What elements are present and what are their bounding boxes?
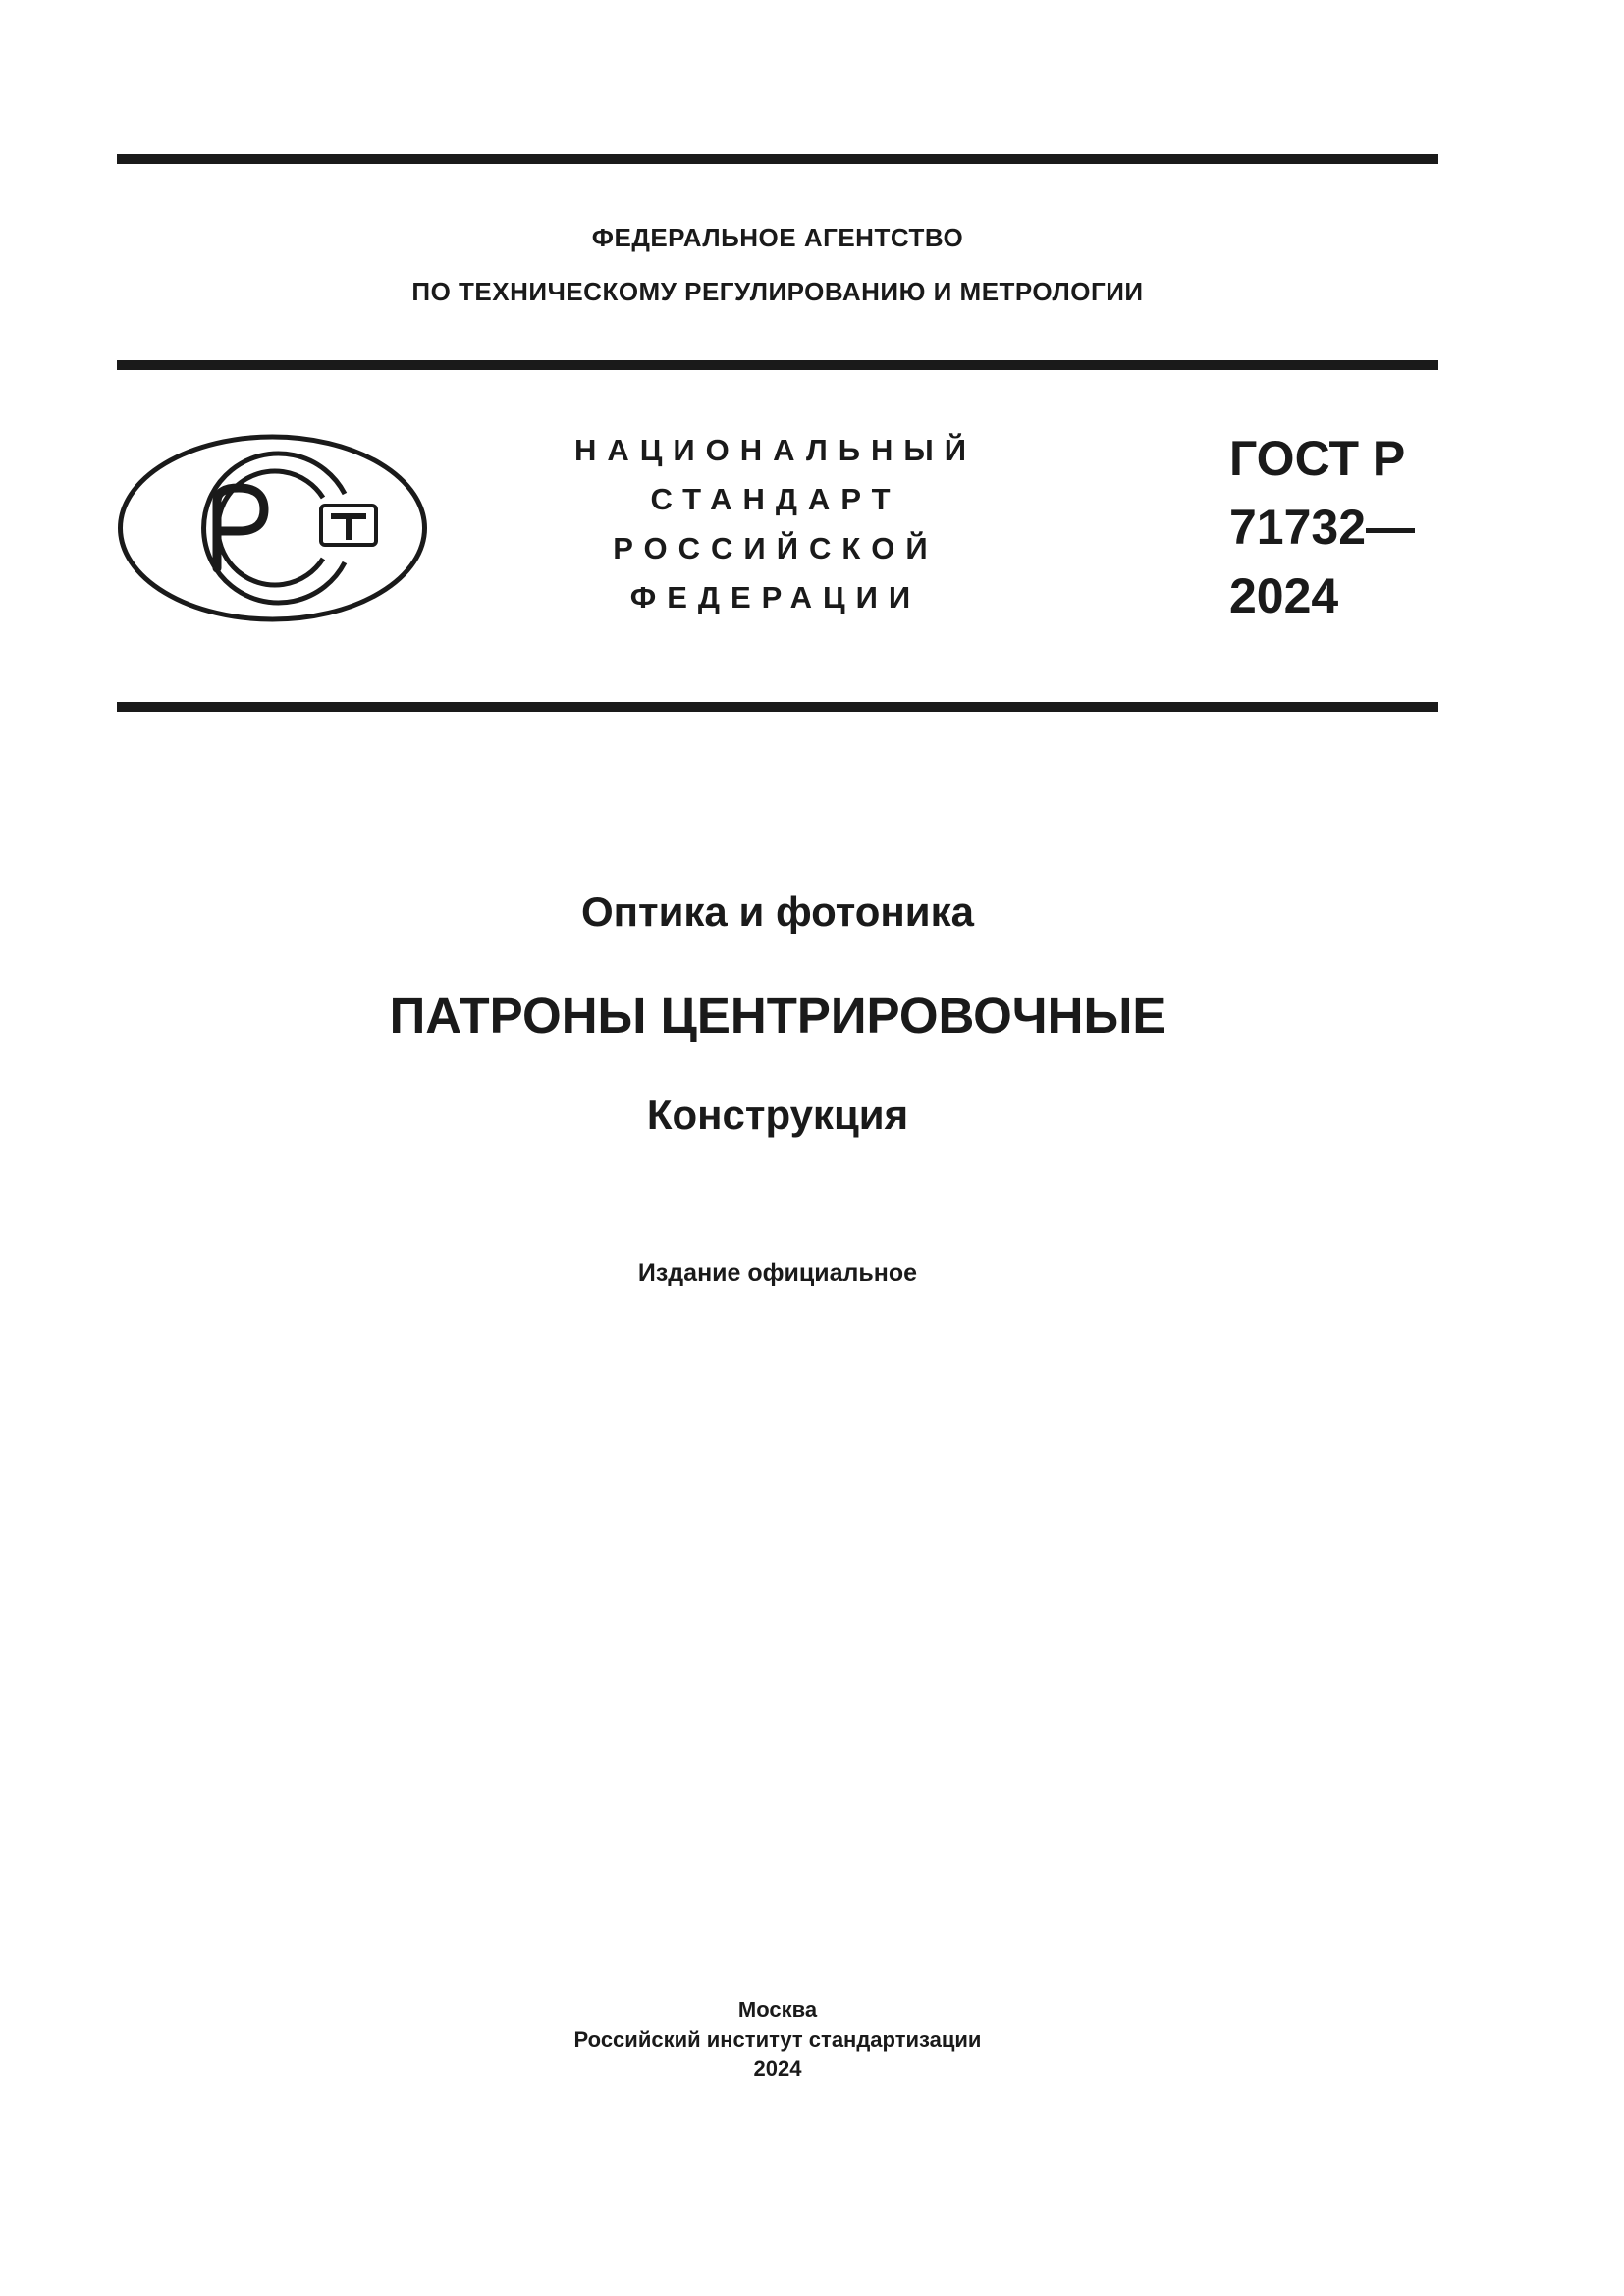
publisher-city: Москва bbox=[737, 1998, 818, 2022]
national-standard-line-2: СТАНДАРТ bbox=[650, 482, 901, 516]
rst-certification-mark-icon bbox=[117, 433, 428, 623]
designation-line-3: 2024 bbox=[1229, 568, 1339, 623]
publisher-name: Российский институт стандартизации bbox=[573, 2027, 982, 2052]
national-standard-line-1: НАЦИОНАЛЬНЫЙ bbox=[573, 433, 978, 467]
edition-note: Издание официальное bbox=[637, 1259, 918, 1287]
document-subject: Оптика и фотоника bbox=[580, 888, 974, 934]
standard-designation bbox=[1229, 424, 1415, 630]
header-rule bbox=[117, 360, 1438, 370]
header-bottom-rule bbox=[117, 702, 1438, 712]
document-part: Конструкция bbox=[646, 1092, 909, 1138]
national-standard-line-4: ФЕДЕРАЦИИ bbox=[629, 580, 922, 614]
top-rule bbox=[117, 154, 1438, 164]
designation-line-2: 71732— bbox=[1229, 500, 1416, 555]
document-title: ПАТРОНЫ ЦЕНТРИРОВОЧНЫЕ bbox=[389, 988, 1166, 1043]
national-standard-label bbox=[511, 426, 1041, 622]
publication-year: 2024 bbox=[753, 2056, 802, 2081]
agency-line-1: ФЕДЕРАЛЬНОЕ АГЕНТСТВО bbox=[591, 223, 964, 252]
agency-line-2: ПО ТЕХНИЧЕСКОМУ РЕГУЛИРОВАНИЮ И МЕТРОЛОГИИ bbox=[411, 277, 1144, 306]
national-standard-line-3: РОССИЙСКОЙ bbox=[613, 531, 939, 565]
designation-line-1: ГОСТ Р bbox=[1229, 431, 1406, 486]
